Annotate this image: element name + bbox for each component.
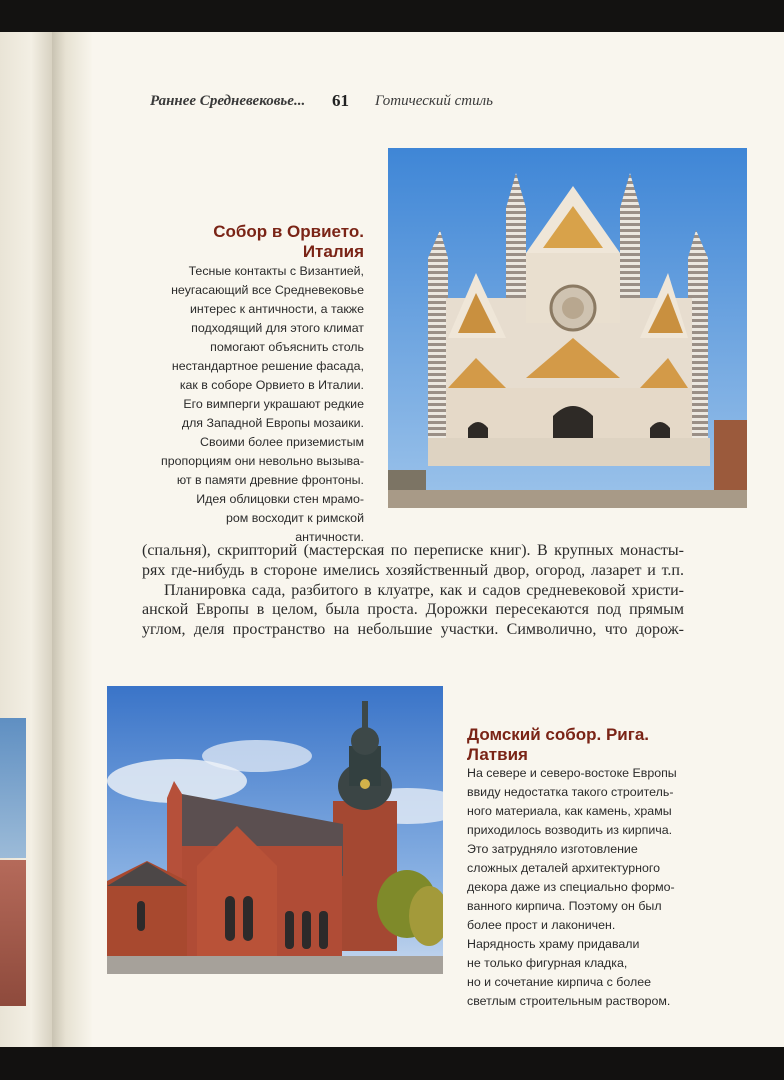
caption-line: светлым строительным раствором. (467, 994, 671, 1008)
caption-line: Его вимперги украшают редкие (183, 397, 364, 411)
caption-orvieto-title (160, 222, 364, 262)
caption-line: не только фигурная кладка, (467, 956, 628, 970)
caption-line: декора даже из специально формо- (467, 880, 675, 894)
caption-line: подходящий для этого климат (191, 321, 364, 335)
caption-orvieto-body (140, 262, 364, 547)
caption-line: неугасающий все Средневековье (171, 283, 364, 297)
caption-line: ют в памяти древние фронтоны. (176, 473, 364, 487)
caption-title-line: Домский собор. Рига. (467, 725, 650, 744)
caption-title-line: Италия (302, 242, 364, 261)
page-number: 61 (332, 91, 349, 110)
caption-line: Нарядность храму придавали (467, 937, 640, 951)
caption-line: ром восходит к римской (226, 511, 364, 525)
caption-line: приходилось возводить из кирпича. (467, 823, 673, 837)
main-text (142, 541, 684, 640)
caption-line: ванного кирпича. Поэтому он был (467, 899, 662, 913)
caption-line: Идея облицовки стен мрамо- (196, 492, 364, 506)
caption-line: пропорциям они невольно вызыва- (161, 454, 364, 468)
caption-line: античности. (295, 530, 364, 544)
facing-page-photo-roof (0, 860, 26, 1006)
caption-riga-title (467, 725, 697, 765)
main-text-line: углом, деля пространство на небольшие участки. Символично, что дорож- (142, 621, 684, 639)
caption-line: Тесные контакты с Византией, (188, 264, 364, 278)
caption-line: Своими более приземистым (200, 435, 364, 449)
caption-line: ввиду недостатка такого строитель- (467, 785, 674, 799)
orvieto-cathedral-photo (388, 148, 747, 508)
facing-page-edge (0, 32, 52, 1048)
caption-line: интерес к античности, а также (189, 302, 364, 316)
orvieto-cathedral-illustration (388, 148, 747, 508)
caption-line: На севере и северо-востоке Европы (467, 766, 677, 780)
book-gutter (52, 32, 92, 1048)
riga-cathedral-photo (107, 686, 443, 974)
caption-line: более прост и лаконичен. (467, 918, 616, 932)
caption-line: нестандартное решение фасада, (171, 359, 364, 373)
main-text-line: Планировка сада, разбитого в клуатре, как и садов средневековой христи- (164, 581, 684, 599)
caption-title-line: Латвия (467, 745, 528, 764)
scan-top-border (0, 0, 784, 34)
caption-line: помогают объяснить столь (210, 340, 364, 354)
running-head-section: Раннее Средневековье... (150, 93, 306, 109)
caption-line: для Западной Европы мозаики. (181, 416, 364, 430)
caption-line: сложных деталей архитектурного (467, 861, 660, 875)
caption-line: Это затрудняло изготовление (467, 842, 638, 856)
running-head (150, 93, 550, 115)
scan-bottom-border (0, 1047, 784, 1080)
caption-line: но и сочетание кирпича с более (467, 975, 651, 989)
caption-title-line: Собор в Орвието. (213, 222, 364, 241)
running-head-chapter: Готический стиль (375, 93, 493, 109)
caption-line: ного материала, как камень, храмы (467, 804, 672, 818)
facing-page-photo-sky (0, 718, 26, 858)
caption-line: как в соборе Орвието в Италии. (179, 378, 364, 392)
main-text-line: рях где-нибудь в стороне имелись хозяйственный двор, огород, лазарет и т.п. (142, 561, 684, 579)
main-text-line: анской Европы в целом, была проста. Дорожки пересекаются под прямым (142, 601, 684, 619)
caption-riga-body (467, 764, 707, 1011)
main-text-line: (спальня), скрипторий (мастерская по переписке книг). В крупных монасты- (142, 542, 684, 559)
riga-cathedral-illustration (107, 686, 443, 974)
